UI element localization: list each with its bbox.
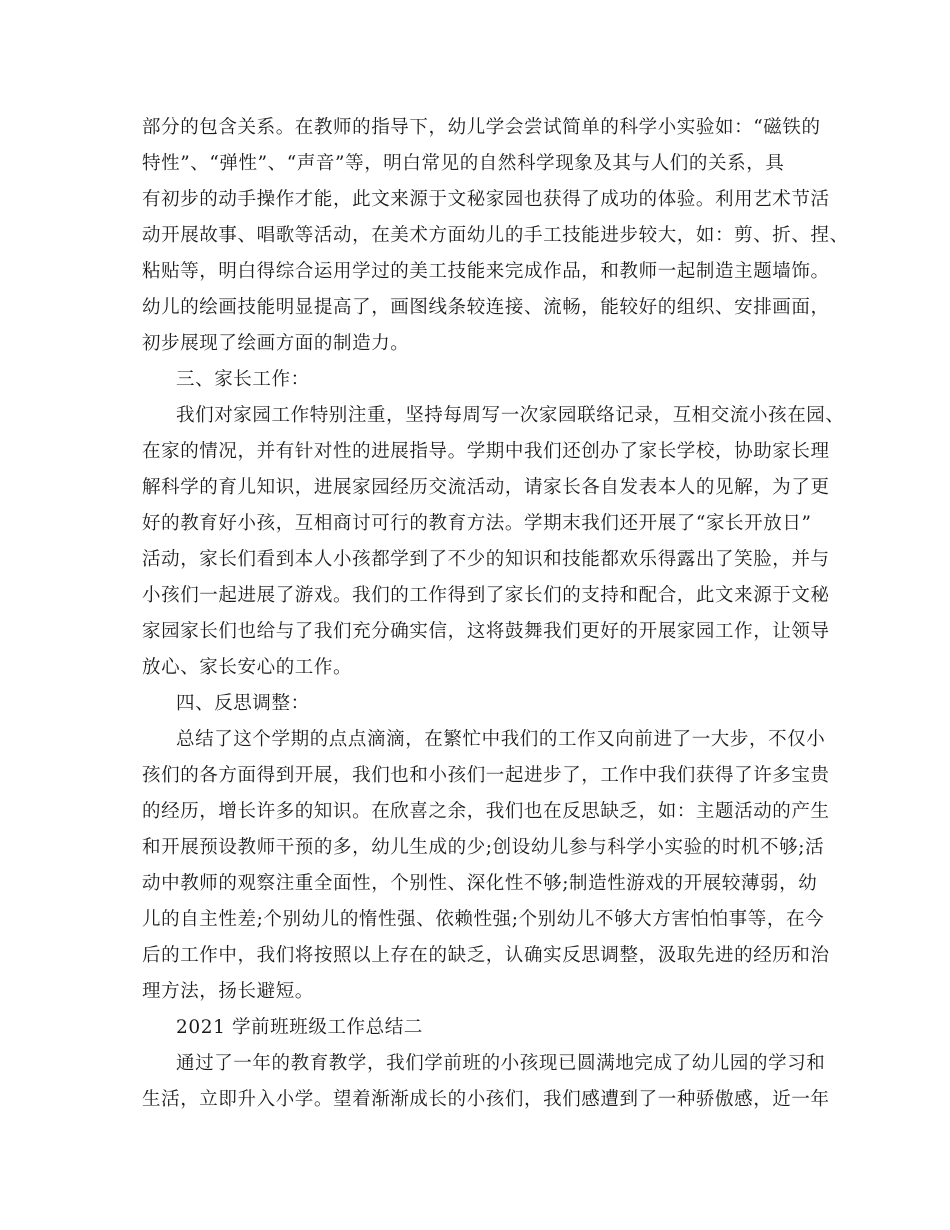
paragraph-line: 特性”、“弹性”、“声音”等，明白常见的自然科学现象及其与人们的关系，具 xyxy=(142,153,785,174)
paragraph-line: 解科学的育儿知识，进展家园经历交流活动，请家长各自发表本人的见解，为了更 xyxy=(142,477,830,498)
paragraph-line: 有初步的动手操作才能，此文来源于文秘家园也获得了成功的体验。利用艺术节活 xyxy=(142,189,830,210)
paragraph-line: 后的工作中，我们将按照以上存在的缺乏，认确实反思调整，汲取先进的经历和治 xyxy=(142,945,830,966)
paragraph-line: 生活，立即升入小学。望着渐渐成长的小孩们，我们感遭到了一种骄傲感，近一年 xyxy=(142,1089,830,1110)
paragraph-line: 好的教育好小孩，互相商讨可行的教育方法。学期末我们还开展了“家长开放日” xyxy=(142,513,812,534)
paragraph-line: 部分的包含关系。在教师的指导下，幼儿学会尝试简单的科学小实验如：“磁铁的 xyxy=(142,117,821,138)
paragraph-line: 的经历，增长许多的知识。在欣喜之余，我们也在反思缺乏，如：主题活动的产生 xyxy=(142,801,830,822)
paragraph-line: 通过了一年的教育教学，我们学前班的小孩现已圆满地完成了幼儿园的学习和 xyxy=(176,1053,826,1074)
section-heading: 三、家长工作： xyxy=(176,369,310,390)
paragraph-line: 孩们的各方面得到开展，我们也和小孩们一起进步了，工作中我们获得了许多宝贵 xyxy=(142,765,830,786)
paragraph-line: 放心、家长安心的工作。 xyxy=(142,657,353,678)
section-title: 2021 学前班班级工作总结二 xyxy=(176,1017,423,1038)
paragraph-line: 动中教师的观察注重全面性，个别性、深化性不够;制造性游戏的开展较薄弱，幼 xyxy=(142,873,818,894)
paragraph-line: 粘贴等，明白得综合运用学过的美工技能来完成作品，和教师一起制造主题墙饰。 xyxy=(142,261,830,282)
paragraph-line: 我们对家园工作特别注重，坚持每周写一次家园联络记录，互相交流小孩在园、 xyxy=(176,405,845,426)
paragraph-line: 动开展故事、唱歌等活动，在美术方面幼儿的手工技能进步较大，如：剪、折、捏、 xyxy=(142,225,849,246)
paragraph-line: 小孩们一起进展了游戏。我们的工作得到了家长们的支持和配合，此文来源于文秘 xyxy=(142,585,830,606)
paragraph-line: 儿的自主性差;个别幼儿的惰性强、依赖性强;个别幼儿不够大方害怕怕事等，在今 xyxy=(142,909,825,930)
paragraph-line: 幼儿的绘画技能明显提高了，画图线条较连接、流畅，能较好的组织、安排画面， xyxy=(142,297,830,318)
paragraph-line: 理方法，扬长避短。 xyxy=(142,981,314,1002)
paragraph-line: 和开展预设教师干预的多，幼儿生成的少;创设幼儿参与科学小实验的时机不够;活 xyxy=(142,837,825,858)
paragraph-line: 初步展现了绘画方面的制造力。 xyxy=(142,333,410,354)
paragraph-line: 家园家长们也给与了我们充分确实信，这将鼓舞我们更好的开展家园工作，让领导 xyxy=(142,621,830,642)
section-heading: 四、反思调整： xyxy=(176,693,310,714)
paragraph-line: 活动，家长们看到本人小孩都学到了不少的知识和技能都欢乐得露出了笑脸，并与 xyxy=(142,549,830,570)
paragraph-line: 总结了这个学期的点点滴滴，在繁忙中我们的工作又向前进了一大步，不仅小 xyxy=(176,729,826,750)
paragraph-line: 在家的情况，并有针对性的进展指导。学期中我们还创办了家长学校，协助家长理 xyxy=(142,441,830,462)
